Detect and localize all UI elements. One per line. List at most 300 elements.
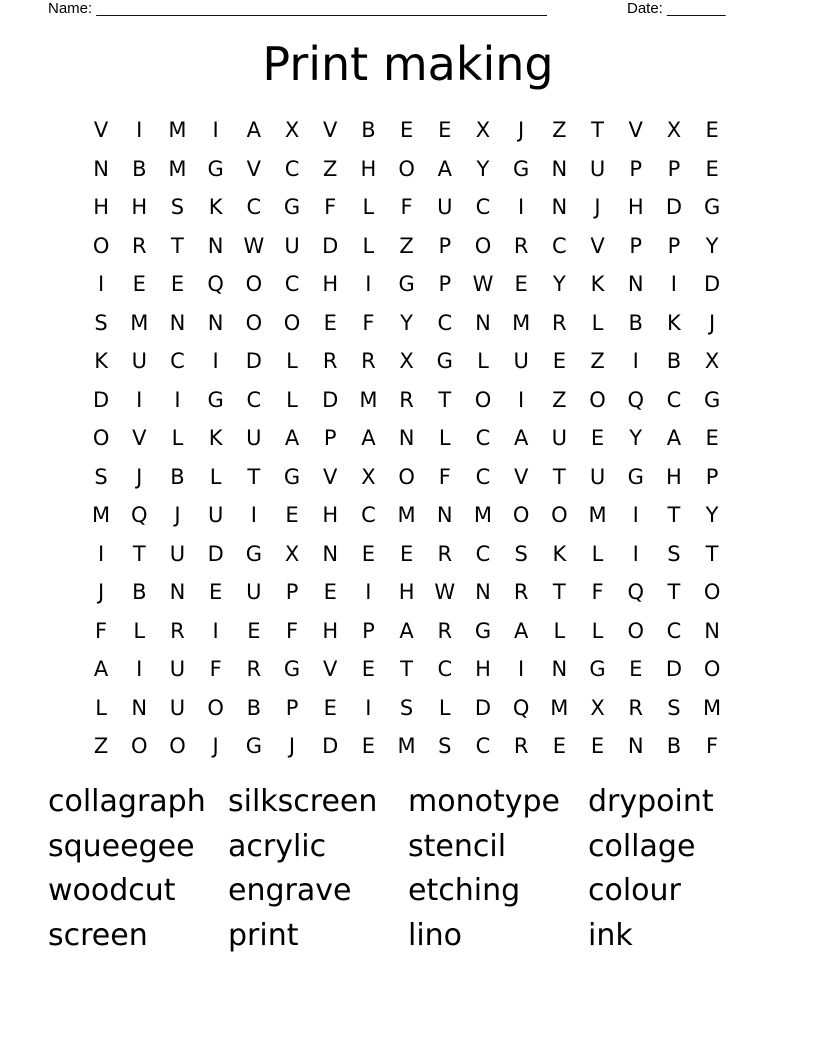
grid-cell[interactable]: D bbox=[322, 734, 339, 758]
grid-cell[interactable]: R bbox=[513, 233, 529, 258]
grid-cell[interactable]: Q bbox=[207, 272, 224, 296]
grid-cell[interactable]: Z bbox=[552, 118, 567, 142]
grid-cell[interactable]: H bbox=[93, 195, 109, 219]
grid-cell[interactable]: G bbox=[283, 195, 301, 219]
grid-cell[interactable]: U bbox=[437, 195, 453, 219]
grid-cell[interactable]: V bbox=[246, 156, 262, 181]
grid-cell[interactable]: O bbox=[474, 387, 492, 412]
grid-row bbox=[82, 227, 732, 266]
grid-cell[interactable]: G bbox=[474, 618, 492, 643]
grid-cell[interactable]: O bbox=[169, 734, 186, 758]
grid-cell[interactable]: L bbox=[171, 426, 184, 450]
grid-cell[interactable]: N bbox=[131, 695, 148, 720]
grid-cell[interactable]: E bbox=[361, 541, 376, 566]
grid-cell[interactable]: K bbox=[208, 426, 223, 450]
grid-cell[interactable]: M bbox=[359, 387, 378, 412]
grid-cell[interactable]: S bbox=[94, 464, 108, 489]
grid-cell[interactable]: C bbox=[246, 387, 262, 412]
grid-cell[interactable]: F bbox=[209, 657, 222, 681]
grid-cell[interactable]: P bbox=[285, 695, 299, 720]
grid-cell[interactable]: D bbox=[322, 387, 339, 412]
grid-cell[interactable]: Z bbox=[323, 156, 338, 181]
grid-cell[interactable]: N bbox=[93, 156, 109, 181]
grid-cell[interactable]: M bbox=[168, 156, 187, 181]
grid-cell[interactable]: Z bbox=[590, 349, 605, 373]
grid-cell[interactable]: I bbox=[250, 503, 257, 527]
grid-cell[interactable]: N bbox=[207, 310, 224, 335]
grid-cell[interactable]: I bbox=[365, 580, 372, 604]
grid-cell[interactable]: F bbox=[95, 618, 108, 643]
grid-cell[interactable]: E bbox=[361, 657, 376, 681]
grid-cell[interactable]: H bbox=[322, 618, 339, 643]
grid-cell[interactable]: K bbox=[208, 195, 223, 219]
grid-cell[interactable]: C bbox=[475, 541, 491, 566]
grid-cell[interactable]: L bbox=[477, 349, 489, 373]
grid-cell[interactable]: H bbox=[475, 657, 491, 681]
grid-cell[interactable]: F bbox=[438, 464, 451, 489]
grid-cell[interactable]: U bbox=[169, 657, 186, 681]
grid-cell[interactable]: T bbox=[400, 657, 413, 681]
grid-cell[interactable]: N bbox=[169, 580, 186, 604]
grid-cell[interactable]: G bbox=[283, 464, 301, 489]
grid-cell[interactable]: N bbox=[704, 618, 720, 643]
grid-cell[interactable]: C bbox=[475, 195, 491, 219]
grid-cell[interactable]: V bbox=[628, 118, 643, 142]
grid-cell[interactable]: C bbox=[284, 272, 300, 296]
grid-cell[interactable]: J bbox=[288, 734, 296, 758]
grid-cell[interactable]: H bbox=[398, 580, 415, 604]
grid-cell[interactable]: F bbox=[362, 310, 375, 335]
grid-cell[interactable]: G bbox=[513, 156, 530, 181]
grid-cell[interactable]: E bbox=[552, 734, 566, 758]
word-list-item: acrylic bbox=[228, 828, 327, 864]
grid-cell[interactable]: J bbox=[518, 118, 525, 142]
grid-cell[interactable]: I bbox=[212, 618, 219, 643]
grid-cell[interactable]: E bbox=[132, 272, 146, 296]
grid-cell[interactable]: L bbox=[209, 464, 222, 489]
grid-cell[interactable]: D bbox=[322, 233, 339, 258]
grid-cell[interactable]: P bbox=[667, 156, 681, 181]
grid-cell[interactable]: T bbox=[552, 464, 566, 489]
grid-cell[interactable]: R bbox=[170, 618, 185, 643]
grid-cell[interactable]: W bbox=[243, 233, 265, 258]
grid-cell[interactable]: U bbox=[207, 503, 224, 527]
grid-cell[interactable]: I bbox=[212, 349, 219, 373]
grid-cell[interactable]: C bbox=[284, 156, 300, 181]
grid-cell[interactable]: I bbox=[518, 195, 525, 219]
grid-cell[interactable]: Y bbox=[552, 272, 566, 296]
grid-cell[interactable]: O bbox=[551, 503, 568, 527]
grid-cell[interactable]: I bbox=[97, 541, 105, 566]
grid-cell[interactable]: U bbox=[246, 580, 262, 604]
grid-cell[interactable]: T bbox=[247, 464, 261, 489]
grid-cell[interactable]: S bbox=[170, 195, 185, 219]
grid-cell[interactable]: U bbox=[284, 233, 300, 258]
grid-cell[interactable]: T bbox=[667, 580, 681, 604]
grid-cell[interactable]: P bbox=[438, 272, 452, 296]
grid-cell[interactable]: E bbox=[323, 580, 337, 604]
grid-cell[interactable]: M bbox=[550, 695, 569, 720]
grid-cell[interactable]: N bbox=[475, 580, 491, 604]
grid-cell[interactable]: H bbox=[131, 195, 148, 219]
date-field[interactable]: Date: _______ bbox=[627, 0, 726, 17]
grid-cell[interactable]: O bbox=[703, 657, 721, 681]
grid-cell[interactable]: G bbox=[589, 657, 606, 681]
grid-cell[interactable]: E bbox=[247, 618, 261, 643]
grid-cell[interactable]: C bbox=[246, 195, 262, 219]
grid-cell[interactable]: M bbox=[473, 503, 493, 527]
grid-cell[interactable]: G bbox=[207, 387, 224, 412]
grid-cell[interactable]: I bbox=[518, 387, 525, 412]
grid-cell[interactable]: N bbox=[551, 195, 568, 219]
grid-cell[interactable]: T bbox=[552, 580, 566, 604]
grid-cell[interactable]: N bbox=[398, 426, 415, 450]
grid-cell[interactable]: E bbox=[705, 156, 719, 181]
grid-cell[interactable]: A bbox=[361, 426, 376, 450]
grid-cell[interactable]: J bbox=[97, 580, 105, 604]
grid-cell[interactable]: N bbox=[436, 503, 453, 527]
grid-cell[interactable]: R bbox=[399, 387, 414, 412]
grid-cell[interactable]: V bbox=[590, 233, 605, 258]
grid-cell[interactable]: V bbox=[132, 426, 147, 450]
grid-cell[interactable]: I bbox=[136, 387, 143, 412]
grid-cell[interactable]: H bbox=[360, 156, 377, 181]
grid-cell[interactable]: J bbox=[174, 503, 181, 527]
grid-cell[interactable]: X bbox=[475, 118, 491, 142]
grid-cell[interactable]: F bbox=[400, 195, 413, 219]
grid-row bbox=[82, 419, 732, 458]
grid-cell[interactable]: G bbox=[398, 272, 415, 296]
grid-cell[interactable]: W bbox=[472, 272, 494, 296]
grid-cell[interactable]: O bbox=[398, 464, 415, 489]
grid-cell[interactable]: G bbox=[207, 156, 224, 181]
grid-cell[interactable]: X bbox=[399, 349, 414, 373]
grid-cell[interactable]: D bbox=[474, 695, 492, 720]
grid-cell[interactable]: C bbox=[666, 618, 682, 643]
grid-cell[interactable]: F bbox=[706, 734, 719, 758]
grid-cell[interactable]: E bbox=[399, 541, 414, 566]
grid-cell[interactable]: M bbox=[130, 310, 149, 335]
word-list-item: ink bbox=[588, 917, 633, 953]
grid-cell[interactable]: X bbox=[590, 695, 605, 720]
grid-cell[interactable]: D bbox=[207, 541, 224, 566]
grid-cell[interactable]: D bbox=[245, 349, 262, 373]
grid-cell[interactable]: P bbox=[438, 233, 452, 258]
grid-cell[interactable]: C bbox=[475, 464, 491, 489]
grid-cell[interactable]: R bbox=[361, 349, 376, 373]
grid-cell[interactable]: E bbox=[399, 118, 414, 142]
grid-cell[interactable]: E bbox=[705, 426, 719, 450]
grid-cell[interactable]: U bbox=[131, 349, 147, 373]
grid-cell[interactable]: P bbox=[362, 618, 375, 643]
grid-cell[interactable]: O bbox=[245, 272, 263, 296]
grid-cell[interactable]: Y bbox=[400, 310, 413, 335]
grid-cell[interactable]: N bbox=[169, 310, 186, 335]
grid-cell[interactable]: Q bbox=[512, 695, 530, 720]
grid-cell[interactable]: M bbox=[397, 503, 416, 527]
grid-cell[interactable]: U bbox=[589, 156, 606, 181]
grid-cell[interactable]: A bbox=[513, 618, 529, 643]
grid-cell[interactable]: O bbox=[245, 310, 263, 335]
grid-cell[interactable]: I bbox=[136, 118, 143, 142]
grid-cell[interactable]: G bbox=[703, 387, 721, 412]
grid-cell[interactable]: L bbox=[286, 349, 298, 373]
grid-cell[interactable]: M bbox=[588, 503, 607, 527]
grid-cell[interactable]: N bbox=[322, 541, 339, 566]
grid-cell[interactable]: I bbox=[136, 657, 143, 681]
grid-row bbox=[82, 573, 732, 612]
grid-cell[interactable]: T bbox=[667, 503, 681, 527]
grid-cell[interactable]: Y bbox=[476, 156, 490, 181]
grid-cell[interactable]: S bbox=[514, 541, 528, 566]
grid-cell[interactable]: R bbox=[513, 734, 529, 758]
grid-cell[interactable]: K bbox=[94, 349, 108, 373]
grid-cell[interactable]: Q bbox=[131, 503, 148, 527]
grid-cell[interactable]: A bbox=[513, 426, 529, 450]
grid-cell[interactable]: B bbox=[361, 118, 376, 142]
grid-cell[interactable]: A bbox=[284, 426, 300, 450]
grid-cell[interactable]: G bbox=[703, 195, 721, 219]
grid-cell[interactable]: X bbox=[284, 118, 300, 142]
grid-cell[interactable]: Y bbox=[629, 426, 643, 450]
grid-cell[interactable]: C bbox=[170, 349, 185, 373]
grid-cell[interactable]: E bbox=[438, 118, 452, 142]
grid-cell[interactable]: O bbox=[474, 233, 492, 258]
grid-cell[interactable]: L bbox=[286, 387, 298, 412]
grid-cell[interactable]: R bbox=[437, 541, 453, 566]
grid-cell[interactable]: R bbox=[628, 695, 644, 720]
word-list-item: monotype bbox=[408, 784, 560, 819]
grid-row bbox=[82, 150, 732, 189]
grid-cell[interactable]: U bbox=[589, 464, 606, 489]
grid-cell[interactable]: O bbox=[92, 233, 110, 258]
grid-cell[interactable]: F bbox=[285, 618, 299, 643]
grid-cell[interactable]: B bbox=[666, 349, 682, 373]
grid-cell[interactable]: T bbox=[705, 541, 719, 566]
grid-cell[interactable]: E bbox=[323, 310, 337, 335]
grid-cell[interactable]: T bbox=[132, 541, 146, 566]
grid-cell[interactable]: J bbox=[708, 310, 716, 335]
grid-cell[interactable]: O bbox=[131, 734, 148, 758]
grid-cell[interactable]: L bbox=[591, 541, 604, 566]
grid-cell[interactable]: E bbox=[285, 503, 299, 527]
grid-cell[interactable]: P bbox=[629, 156, 643, 181]
grid-cell[interactable]: B bbox=[132, 580, 147, 604]
grid-cell[interactable]: O bbox=[92, 426, 110, 450]
grid-cell[interactable]: S bbox=[667, 541, 681, 566]
grid-cell[interactable]: U bbox=[551, 426, 568, 450]
grid-cell[interactable]: C bbox=[552, 233, 567, 258]
grid-cell[interactable]: R bbox=[131, 233, 147, 258]
grid-cell[interactable]: W bbox=[434, 580, 456, 604]
grid-cell[interactable]: E bbox=[170, 272, 185, 296]
grid-cell[interactable]: E bbox=[514, 272, 528, 296]
grid-cell[interactable]: L bbox=[591, 310, 604, 335]
grid-cell[interactable]: R bbox=[437, 618, 453, 643]
grid-cell[interactable]: N bbox=[627, 272, 644, 296]
grid-cell[interactable]: O bbox=[703, 580, 721, 604]
grid-cell[interactable]: X bbox=[361, 464, 376, 489]
grid-cell[interactable]: G bbox=[245, 734, 262, 758]
grid-cell[interactable]: L bbox=[553, 618, 566, 643]
grid-cell[interactable]: Q bbox=[627, 580, 644, 604]
grid-cell[interactable]: J bbox=[212, 734, 219, 758]
grid-cell[interactable]: N bbox=[551, 156, 568, 181]
grid-cell[interactable]: I bbox=[97, 272, 105, 296]
grid-cell[interactable]: I bbox=[670, 272, 677, 296]
grid-cell[interactable]: X bbox=[666, 118, 682, 142]
grid-cell[interactable]: A bbox=[437, 156, 452, 181]
grid-cell[interactable]: B bbox=[132, 156, 147, 181]
grid-cell[interactable]: D bbox=[704, 272, 721, 296]
grid-cell[interactable]: Z bbox=[552, 387, 567, 412]
grid-cell[interactable]: C bbox=[475, 734, 491, 758]
grid-cell[interactable]: V bbox=[323, 657, 338, 681]
grid-cell[interactable]: Y bbox=[705, 233, 719, 258]
grid-cell[interactable]: U bbox=[169, 541, 186, 566]
grid-cell[interactable]: E bbox=[361, 734, 376, 758]
grid-cell[interactable]: G bbox=[436, 349, 453, 373]
grid-cell[interactable]: D bbox=[665, 657, 682, 681]
grid-cell[interactable]: A bbox=[399, 618, 414, 643]
grid-cell[interactable]: H bbox=[666, 464, 682, 489]
grid-cell[interactable]: C bbox=[475, 426, 491, 450]
grid-cell[interactable]: G bbox=[627, 464, 644, 489]
grid-cell[interactable]: T bbox=[438, 387, 452, 412]
word-list-item: collagraph bbox=[48, 784, 206, 819]
grid-cell[interactable]: P bbox=[629, 233, 643, 258]
grid-cell[interactable]: E bbox=[590, 426, 605, 450]
grid-cell[interactable]: I bbox=[365, 272, 372, 296]
grid-cell[interactable]: Z bbox=[399, 233, 414, 258]
grid-cell[interactable]: V bbox=[323, 118, 338, 142]
grid-cell[interactable]: R bbox=[322, 349, 338, 373]
grid-cell[interactable]: N bbox=[551, 657, 568, 681]
grid-cell[interactable]: S bbox=[667, 695, 681, 720]
grid-cell[interactable]: B bbox=[666, 734, 682, 758]
grid-cell[interactable]: A bbox=[666, 426, 682, 450]
grid-cell[interactable]: U bbox=[246, 426, 262, 450]
grid-cell[interactable]: X bbox=[284, 541, 300, 566]
grid-cell[interactable]: X bbox=[704, 349, 720, 373]
grid-cell[interactable]: E bbox=[323, 695, 337, 720]
grid-cell[interactable]: S bbox=[94, 310, 108, 335]
grid-cell[interactable]: F bbox=[324, 195, 337, 219]
grid-cell[interactable]: O bbox=[589, 387, 606, 412]
grid-cell[interactable]: P bbox=[705, 464, 719, 489]
grid-cell[interactable]: U bbox=[169, 695, 186, 720]
grid-cell[interactable]: E bbox=[552, 349, 566, 373]
grid-cell[interactable]: H bbox=[322, 272, 339, 296]
grid-cell[interactable]: C bbox=[437, 657, 453, 681]
grid-cell[interactable]: K bbox=[667, 310, 681, 335]
grid-cell[interactable]: E bbox=[209, 580, 223, 604]
grid-cell[interactable]: L bbox=[591, 618, 604, 643]
grid-cell[interactable]: K bbox=[552, 541, 567, 566]
grid-cell[interactable]: M bbox=[168, 118, 187, 142]
grid-cell[interactable]: R bbox=[552, 310, 567, 335]
grid-cell[interactable]: L bbox=[362, 195, 375, 219]
grid-cell[interactable]: T bbox=[591, 118, 604, 142]
grid-cell[interactable]: S bbox=[399, 695, 414, 720]
grid-cell[interactable]: H bbox=[322, 503, 339, 527]
grid-cell[interactable]: L bbox=[95, 695, 107, 720]
name-field[interactable]: Name: ______________________________________________________ bbox=[48, 0, 547, 17]
grid-cell[interactable]: Q bbox=[627, 387, 644, 412]
grid-cell[interactable]: O bbox=[207, 695, 224, 720]
grid-cell[interactable]: I bbox=[518, 657, 525, 681]
grid-cell[interactable]: I bbox=[632, 541, 639, 566]
grid-cell[interactable]: I bbox=[632, 503, 639, 527]
grid-cell[interactable]: M bbox=[397, 734, 416, 758]
grid-row bbox=[82, 689, 732, 728]
grid-cell[interactable]: O bbox=[283, 310, 301, 335]
grid-cell[interactable]: J bbox=[594, 195, 601, 219]
grid-cell[interactable]: Y bbox=[705, 503, 719, 527]
grid-cell[interactable]: V bbox=[93, 118, 109, 142]
grid-cell[interactable]: L bbox=[133, 618, 146, 643]
grid-cell[interactable]: G bbox=[245, 541, 262, 566]
grid-cell[interactable]: G bbox=[283, 657, 301, 681]
grid-cell[interactable]: B bbox=[170, 464, 185, 489]
grid-cell[interactable]: Z bbox=[93, 734, 109, 758]
grid-cell[interactable]: I bbox=[365, 695, 372, 720]
grid-cell[interactable]: E bbox=[590, 734, 605, 758]
grid-cell[interactable]: A bbox=[246, 118, 262, 142]
grid-cell[interactable]: C bbox=[666, 387, 682, 412]
grid-cell[interactable]: L bbox=[438, 695, 451, 720]
grid-cell[interactable]: O bbox=[512, 503, 530, 527]
grid-cell[interactable]: C bbox=[437, 310, 453, 335]
grid-cell[interactable]: I bbox=[174, 387, 181, 412]
grid-cell[interactable]: F bbox=[591, 580, 604, 604]
grid-cell[interactable]: S bbox=[438, 734, 452, 758]
grid-cell[interactable]: D bbox=[665, 195, 682, 219]
grid-cell[interactable]: O bbox=[627, 618, 644, 643]
grid-cell[interactable]: R bbox=[246, 657, 262, 681]
grid-cell[interactable]: V bbox=[513, 464, 529, 489]
grid-cell[interactable]: B bbox=[628, 310, 643, 335]
grid-cell[interactable]: M bbox=[703, 695, 722, 720]
grid-cell[interactable]: L bbox=[362, 233, 375, 258]
grid-cell[interactable]: P bbox=[285, 580, 299, 604]
grid-cell[interactable]: O bbox=[398, 156, 415, 181]
grid-cell[interactable]: R bbox=[513, 580, 529, 604]
grid-cell[interactable]: H bbox=[627, 195, 644, 219]
grid-cell[interactable]: C bbox=[361, 503, 376, 527]
grid-cell[interactable]: U bbox=[513, 349, 529, 373]
grid-cell[interactable]: M bbox=[92, 503, 111, 527]
grid-cell[interactable]: B bbox=[246, 695, 262, 720]
grid-cell[interactable]: E bbox=[629, 657, 643, 681]
grid-cell[interactable]: N bbox=[627, 734, 644, 758]
grid-cell[interactable]: T bbox=[171, 233, 184, 258]
grid-cell[interactable]: I bbox=[212, 118, 219, 142]
grid-cell[interactable]: N bbox=[207, 233, 224, 258]
grid-cell[interactable]: N bbox=[475, 310, 491, 335]
grid-cell[interactable]: D bbox=[93, 387, 110, 412]
grid-cell[interactable]: V bbox=[323, 464, 338, 489]
grid-cell[interactable]: E bbox=[705, 118, 719, 142]
grid-cell[interactable]: P bbox=[667, 233, 681, 258]
grid-cell[interactable]: I bbox=[632, 349, 639, 373]
grid-cell[interactable]: P bbox=[323, 426, 337, 450]
grid-cell[interactable]: A bbox=[93, 657, 109, 681]
grid-cell[interactable]: M bbox=[512, 310, 531, 335]
grid-cell[interactable]: J bbox=[136, 464, 143, 489]
grid-cell[interactable]: L bbox=[438, 426, 451, 450]
grid-cell[interactable]: K bbox=[590, 272, 605, 296]
